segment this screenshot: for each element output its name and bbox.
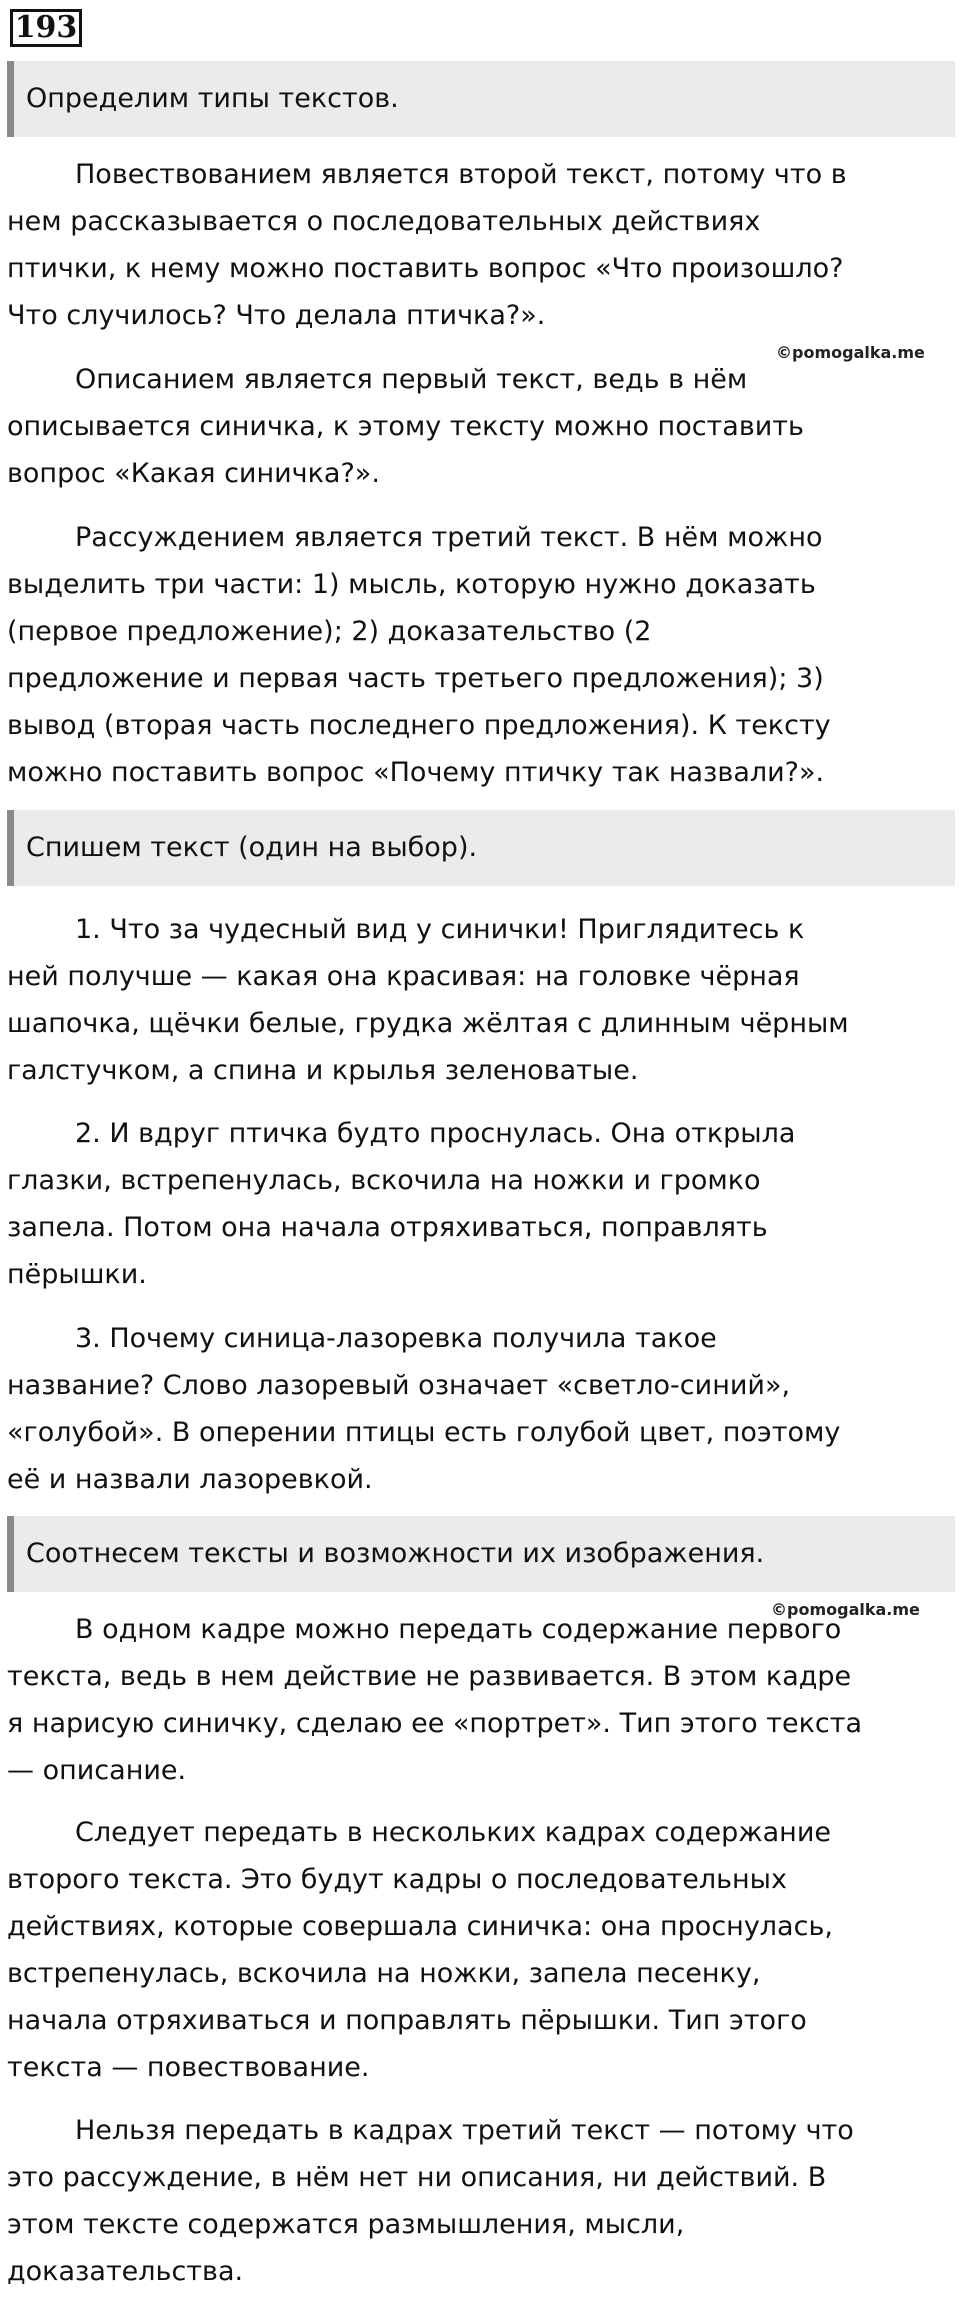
paragraph-text-2: 2. И вдруг птичка будто проснулась. Она открыла глазки, встрепенулась, вскочила на ножки и громко запела. Потом она начала отряхиваться, поправлять пёрышки. [7, 1118, 796, 1290]
section-heading-match: Соотнесем тексты и возможности их изображения. [7, 1516, 955, 1592]
paragraph-no-frames: Нельзя передать в кадрах третий текст — потому что это рассуждение, в нём нет ни описания, ни действий. В этом тексте содержатся размышления, мысли, доказательства. [7, 2115, 854, 2287]
paragraph-text-1: 1. Что за чудесный вид у синички! Приглядитесь к ней получше — какая она красивая: на головке чёрная шапочка, щёчки белые, грудка жёлтая с длинным чёрным галстучком, а спина и крылья зеленоватые. [7, 914, 849, 1086]
paragraph-narration: Повествованием является второй текст, потому что в нем рассказывается о последовательных действиях птички, к нему можно поставить вопрос «Что произошло? Что случилось? Что делала птичка?». [7, 159, 847, 331]
watermark-logo-2: ©pomogalka.me [771, 1600, 920, 1619]
paragraph-reasoning: Рассуждением является третий текст. В нём можно выделить три части: 1) мысль, которую нужно доказать (первое предложение); 2) доказательство (2 предложение и первая часть третьего предложения); 3) вывод (вторая часть последнего предложения). К тексту можно поставить вопрос «Почему птичку так назвали?». [7, 522, 831, 788]
paragraph-text-3: 3. Почему синица-лазоревка получила такое название? Слово лазоревый означает «светло-синий», «голубой». В оперении птицы есть голубой цвет, поэтому её и назвали лазоревкой. [7, 1323, 841, 1495]
section-heading-copy: Спишем текст (один на выбор). [7, 810, 955, 886]
paragraph-several-frames: Следует передать в нескольких кадрах содержание второго текста. Это будут кадры о последовательных действиях, которые совершала синичка: она проснулась, встрепенулась, вскочила на ножки, запела песенку, начала отряхиваться и поправлять пёрышки. Тип этого текста — повествование. [7, 1817, 833, 2083]
section-heading-types: Определим типы текстов. [7, 61, 955, 137]
task-number: 193 [10, 9, 82, 47]
paragraph-one-frame: В одном кадре можно передать содержание первого текста, ведь в нем действие не развивается. В этом кадре я нарисую синичку, сделаю ее «портрет». Тип этого текста — описание. [7, 1614, 862, 1786]
paragraph-description: Описанием является первый текст, ведь в нём описывается синичка, к этому тексту можно поставить вопрос «Какая синичка?». [7, 364, 804, 489]
watermark-logo: ©pomogalka.me [776, 343, 925, 362]
